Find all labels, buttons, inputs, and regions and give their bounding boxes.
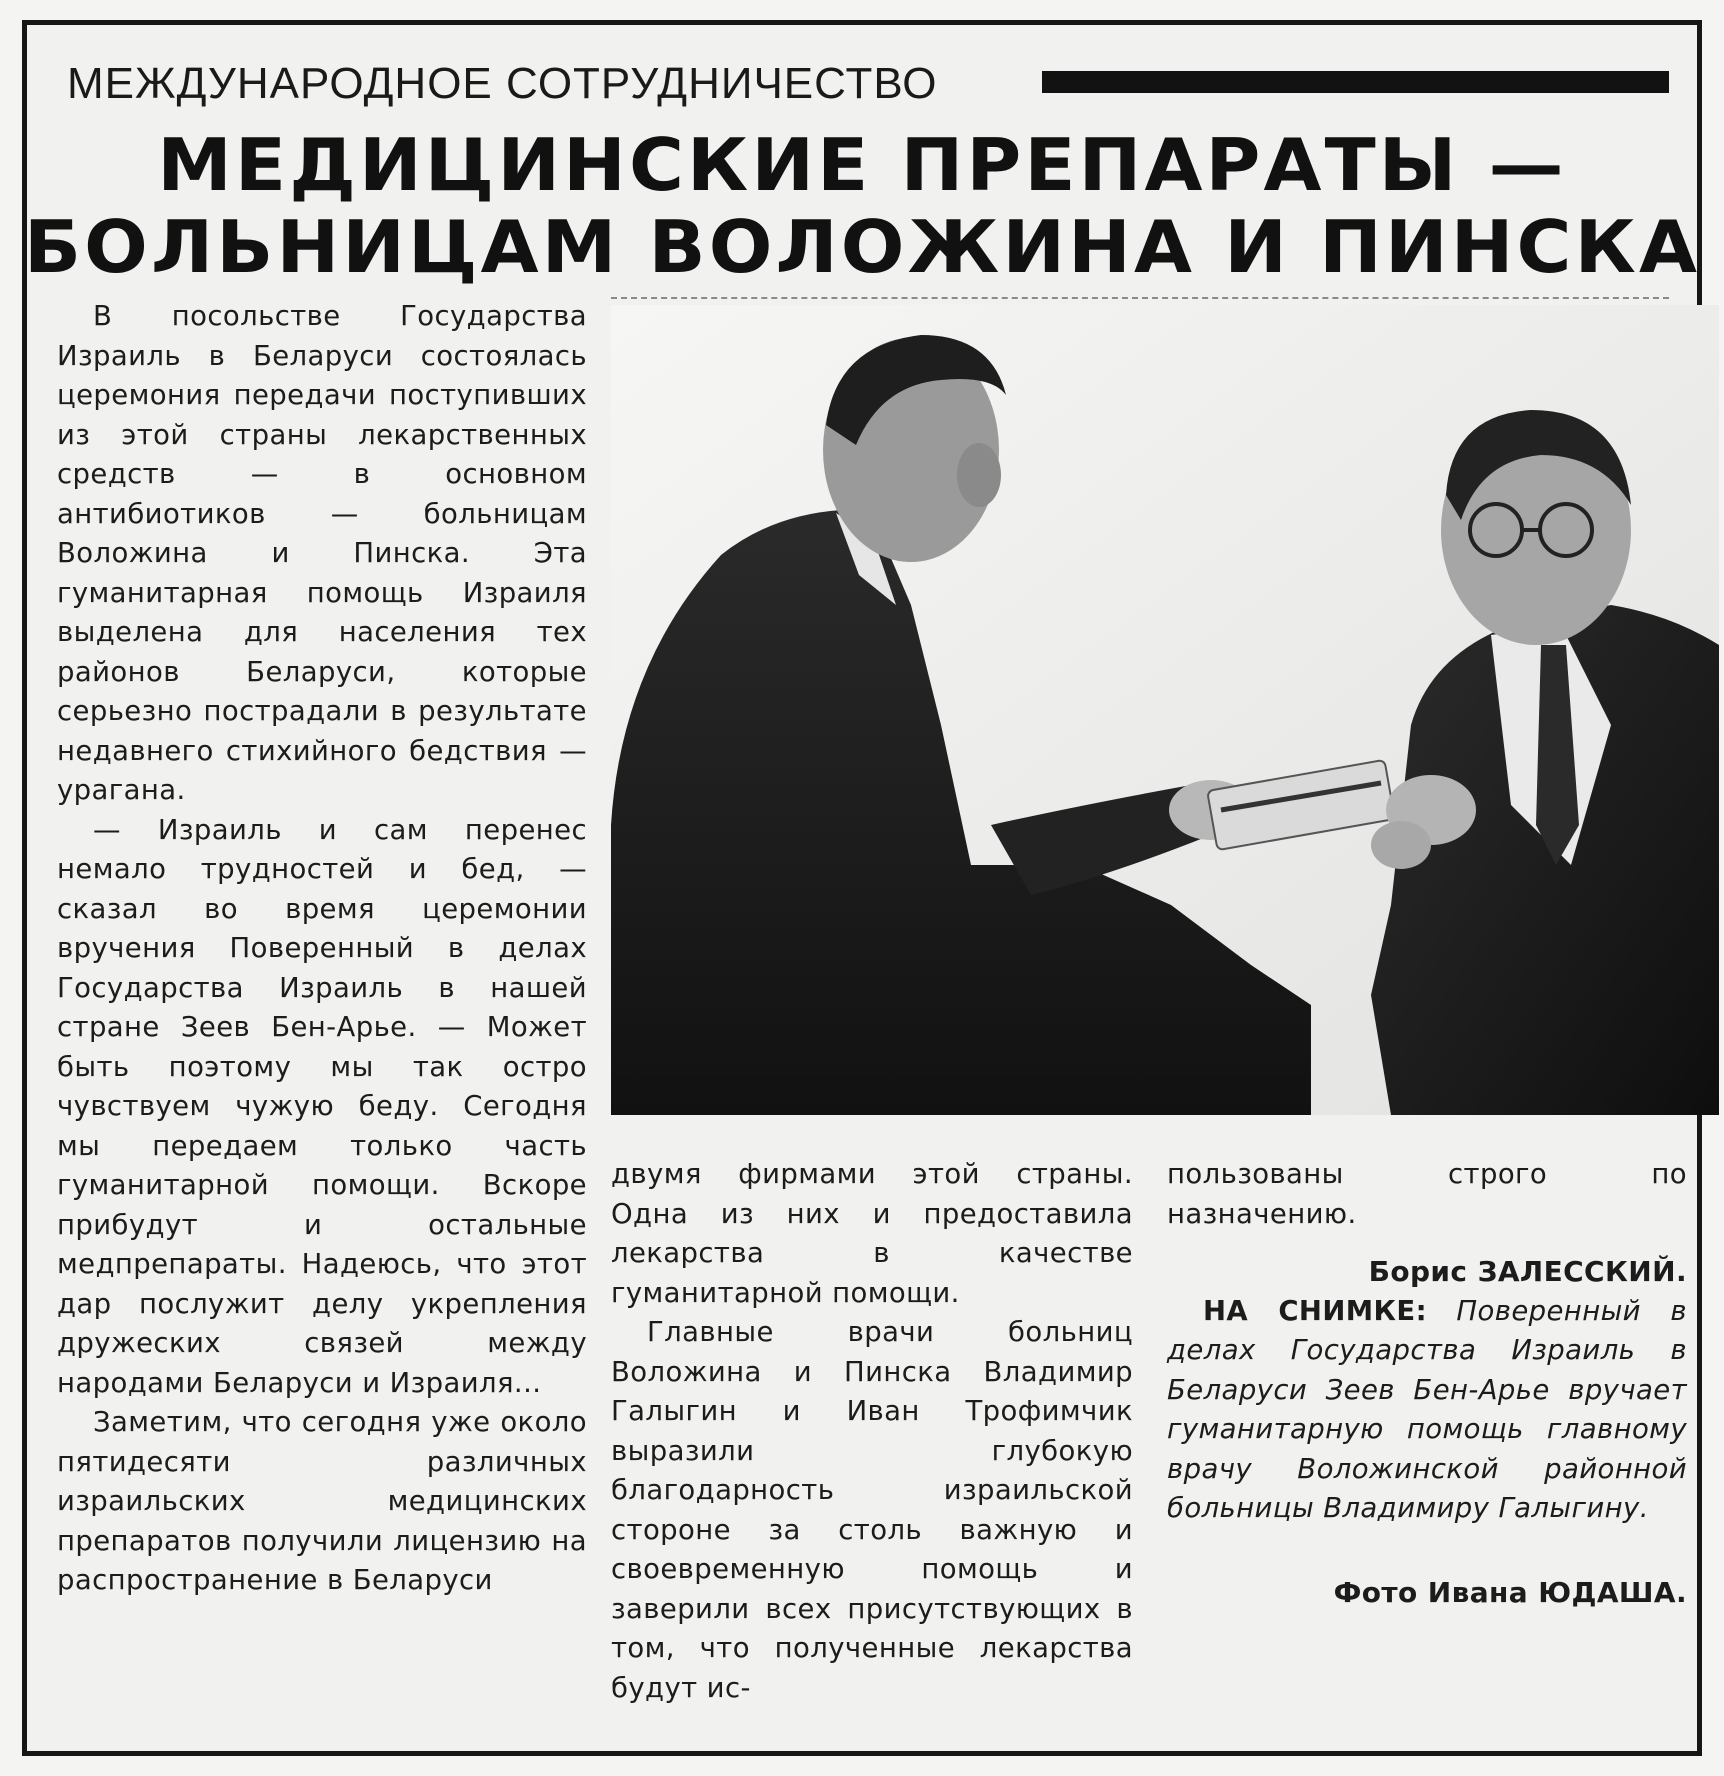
- caption-text: Поверенный в делах Государства Израиль в Беларуси Зеев Бен-Арье вручает гуманитарную помощь главному врачу Воложинской районной больницы Владимиру Галыгину.: [1167, 1294, 1687, 1524]
- author-byline: Борис ЗАЛЕССКИЙ.: [1368, 1255, 1687, 1288]
- rubric-bar: [1042, 71, 1669, 93]
- rubric-row: [67, 59, 1669, 109]
- photo-credit: Фото Ивана ЮДАША.: [1333, 1575, 1687, 1609]
- headline-line-1: МЕДИЦИНСКИЕ ПРЕПАРАТЫ —: [157, 123, 1567, 207]
- paragraph: Главные врачи больниц Воложина и Пинска Владимир Галыгин и Иван Трофимчик выразили глубокую благодарность израильской стороне за столь важную и своевременную помощь и заверили всех присутствующих в том, что полученные лекарства будут ис-: [611, 1316, 1133, 1704]
- paragraph: двумя фирмами этой страны. Одна из них и предоставила лекарства в качестве гуманитарной помощи.: [611, 1158, 1133, 1309]
- rubric-label: МЕЖДУНАРОДНОЕ СОТРУДНИЧЕСТВО: [67, 59, 938, 108]
- article-column-3: [1167, 1155, 1687, 1612]
- article-column-2: [611, 1155, 1133, 1708]
- newspaper-clipping: [22, 20, 1702, 1756]
- caption-label: НА СНИМКЕ:: [1203, 1294, 1427, 1327]
- paragraph: — Израиль и сам перенес немало трудностей и бед, — сказал во время церемонии вручения Поверенный в делах Государства Израиль в нашей стране Зеев Бен-Арье. — Может быть поэтому мы так остро чувствуем чужую беду. Сегодня мы передаем только часть гуманитарной помощи. Вскоре прибудут и остальные медпрепараты. Надеюсь, что этот дар послужит делу укрепления дружеских связей между народами Беларуси и Израиля...: [57, 813, 587, 1399]
- paragraph: пользованы строго по назначению.: [1167, 1158, 1687, 1230]
- news-photo: [611, 305, 1719, 1115]
- photo-top-rule: [611, 297, 1669, 299]
- paragraph: В посольстве Государства Израиль в Беларуси состоялась церемония передачи поступивших из этой страны лекарственных средств — в основном антибиотиков — больницам Воложина и Пинска. Эта гуманитарная помощь Израиля выделена для населения тех районов Беларуси, которые серьезно пострадали в результате недавнего стихийного бедствия — урагана.: [57, 300, 587, 806]
- article-column-1: [57, 297, 587, 1601]
- headline-line-2: БОЛЬНИЦАМ ВОЛОЖИНА И ПИНСКА: [23, 205, 1701, 289]
- paragraph: Заметим, что сегодня уже около пятидесяти различных израильских медицинских препаратов получили лицензию на распространение в Беларуси: [57, 1406, 587, 1596]
- photo-caption: [1167, 1292, 1687, 1529]
- photo-illustration: [611, 305, 1719, 1115]
